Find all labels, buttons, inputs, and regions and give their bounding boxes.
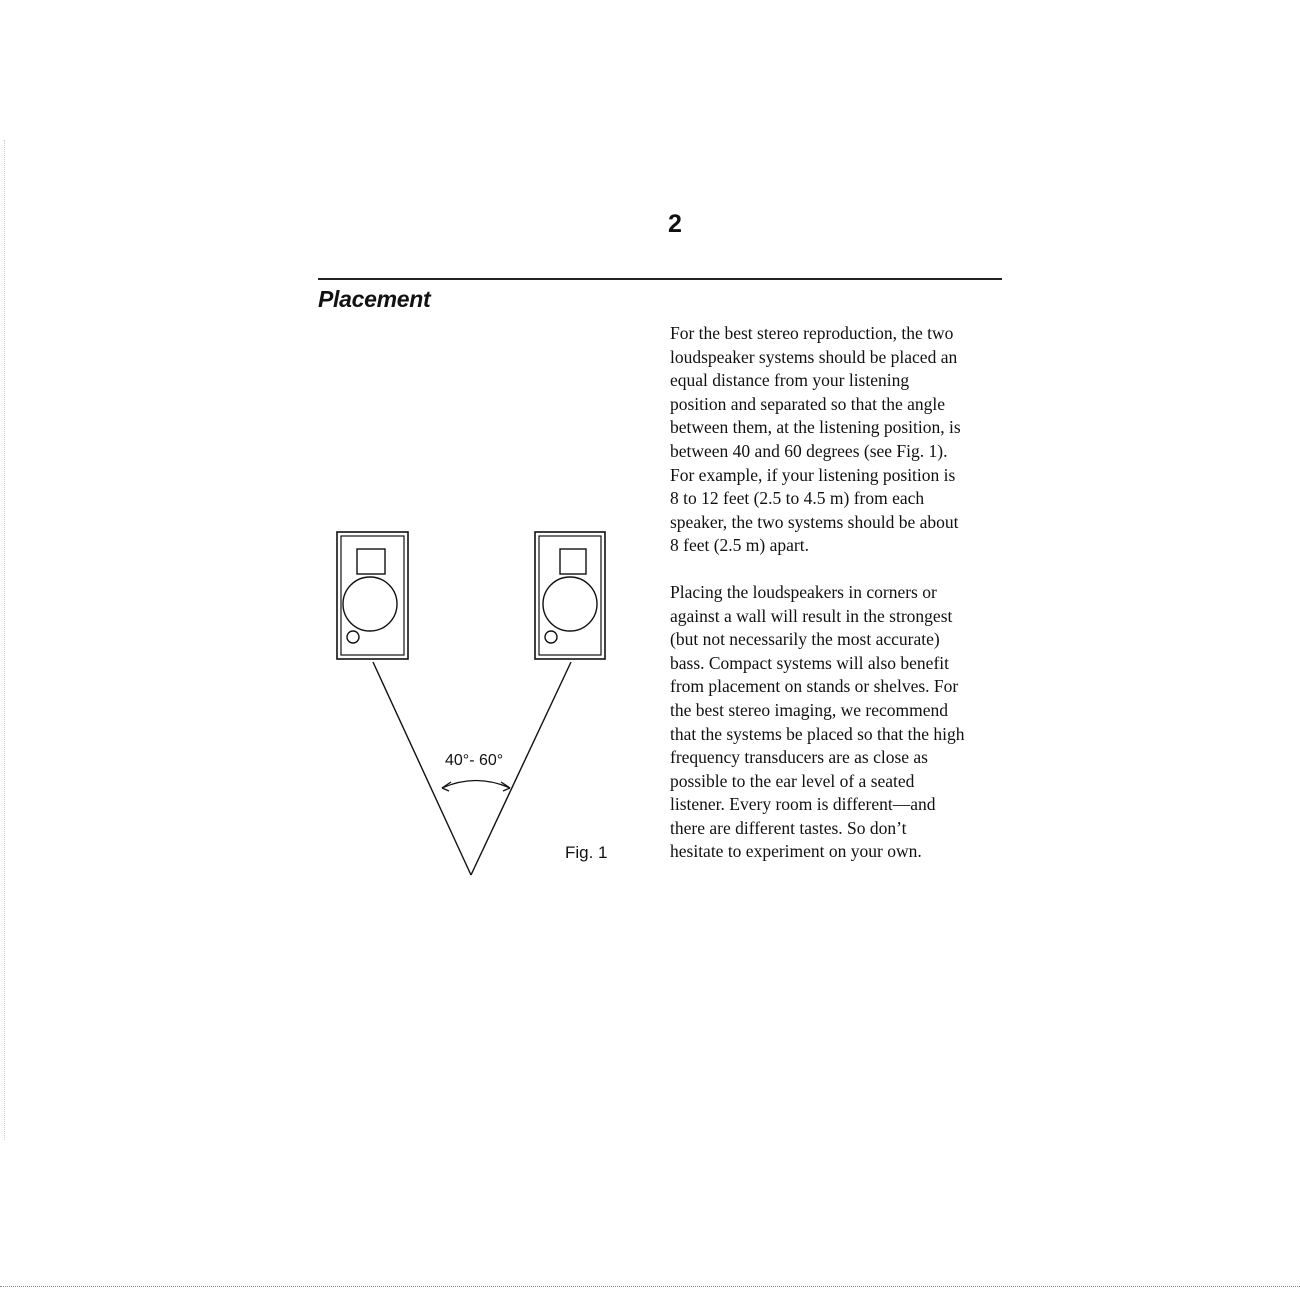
text-line: 8 to 12 feet (2.5 to 4.5 m) from each bbox=[670, 488, 925, 509]
text-line: Placing the loudspeakers in corners or bbox=[670, 581, 937, 602]
page-number: 2 bbox=[668, 210, 682, 238]
text-line: against a wall will result in the strongest bbox=[670, 605, 953, 626]
text-line: For example, if your listening position is bbox=[670, 464, 956, 485]
angle-label: 40°- 60° bbox=[445, 752, 504, 769]
text-line: (but not necessarily the most accurate) bbox=[670, 629, 940, 650]
text-line: possible to the ear level of a seated bbox=[670, 770, 915, 791]
text-line: For the best stereo reproduction, the two bbox=[670, 323, 954, 343]
left-speaker-icon bbox=[337, 532, 408, 659]
heading-rule bbox=[318, 278, 1002, 280]
text-line: position and separated so that the angle bbox=[670, 393, 946, 414]
paragraph-1 bbox=[670, 322, 1010, 558]
text-line: frequency transducers are as close as bbox=[670, 747, 928, 768]
text-line: 8 feet (2.5 m) apart. bbox=[670, 535, 809, 556]
text-line: loudspeaker systems should be placed an bbox=[670, 346, 958, 367]
text-line: between them, at the listening position, is bbox=[670, 417, 961, 438]
text-line: bass. Compact systems will also benefit bbox=[670, 652, 949, 673]
paragraph-2 bbox=[670, 581, 1010, 864]
text-line: the best stereo imaging, we recommend bbox=[670, 699, 948, 720]
text-line: listener. Every room is different—and bbox=[670, 794, 936, 815]
text-line: hesitate to experiment on your own. bbox=[670, 841, 922, 862]
speaker-placement-diagram bbox=[330, 525, 620, 885]
angle-arc-icon bbox=[442, 781, 510, 792]
figure-caption: Fig. 1 bbox=[565, 843, 608, 862]
text-line: there are different tastes. So don’t bbox=[670, 817, 907, 838]
text-line: that the systems be placed so that the high bbox=[670, 723, 965, 744]
scan-edge-bottom bbox=[0, 1286, 1300, 1287]
right-speaker-icon bbox=[535, 532, 605, 659]
text-line: from placement on stands or shelves. For bbox=[670, 676, 959, 697]
section-heading: Placement bbox=[318, 286, 431, 312]
scan-edge-left bbox=[4, 140, 5, 1140]
body-text bbox=[670, 322, 1010, 864]
text-line: speaker, the two systems should be about bbox=[670, 511, 959, 532]
text-line: equal distance from your listening bbox=[670, 370, 910, 391]
text-line: between 40 and 60 degrees (see Fig. 1). bbox=[670, 440, 948, 461]
